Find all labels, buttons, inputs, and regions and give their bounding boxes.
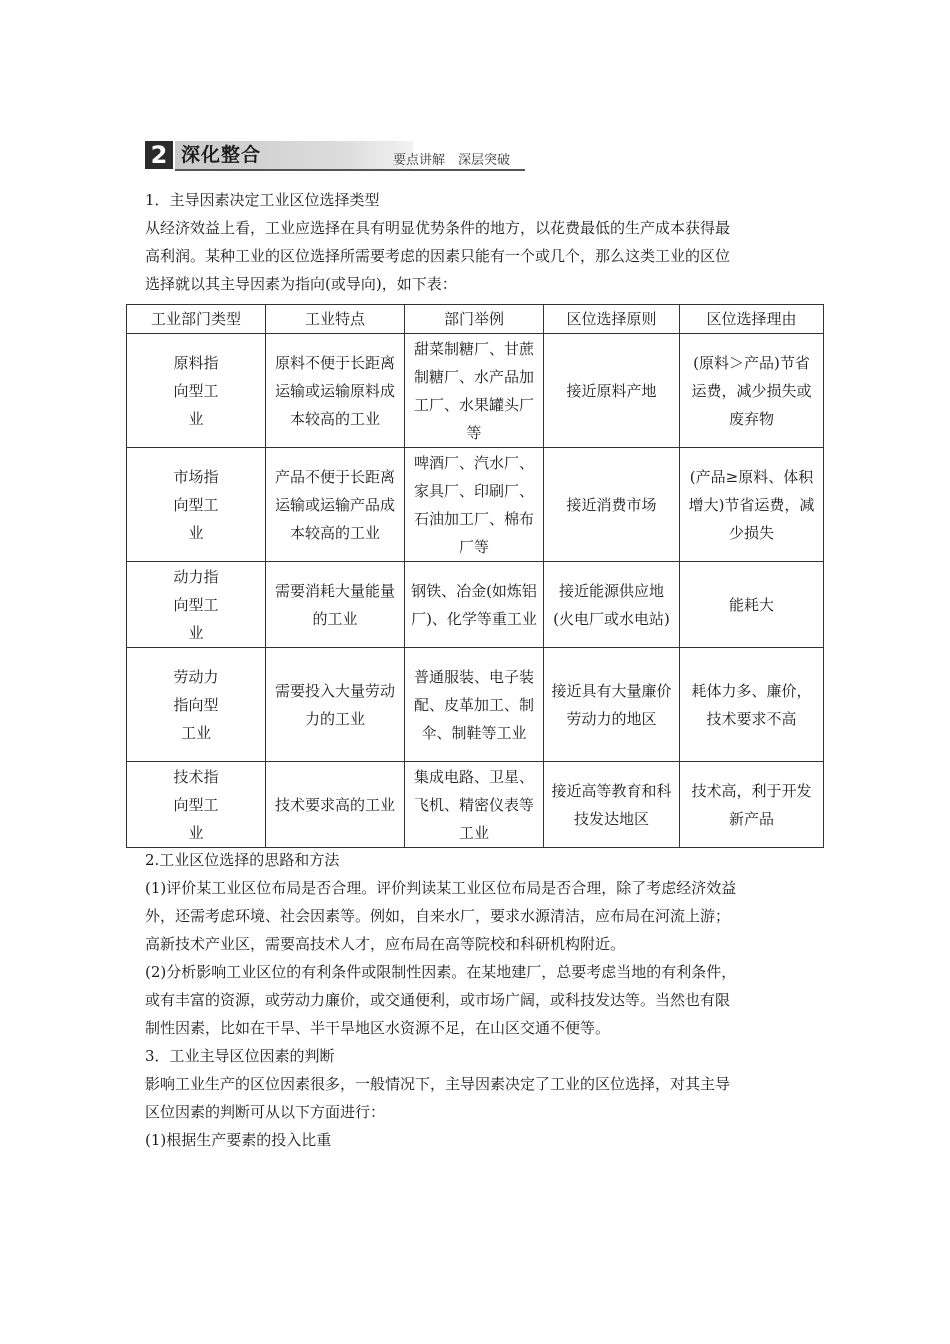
table-row (127, 648, 824, 762)
table-cell: 市场指向型工业 (173, 467, 219, 542)
section1-line-1: 从经济效益上看，工业应选择在具有明显优势条件的地方，以花费最低的生产成本获得最 (145, 219, 731, 237)
section2-line-1: (1)评价某工业区位布局是否合理。评价判读某工业区位布局是否合理，除了考虑经济效益 (145, 879, 737, 897)
table-header-cell: 区位选择原则 (544, 305, 680, 334)
table-cell: 原料指向型工业 (173, 353, 219, 428)
section2-line-5: 或有丰富的资源，或劳动力廉价，或交通便利，或市场广阔，或科技发达等。当然也有限 (145, 991, 731, 1009)
table-row (127, 762, 824, 848)
table-cell: (原料＞产品)节省运费，减少损失或废弃物 (691, 353, 812, 428)
section-subtitle: 要点讲解 深层突破 (393, 153, 511, 168)
section1-heading: 1．主导因素决定工业区位选择类型 (145, 191, 380, 209)
section-number: 2 (145, 141, 173, 169)
table-cell: 产品不便于长距离运输或运输产品成本较高的工业 (274, 467, 395, 542)
section2-line-2: 外，还需考虑环境、社会因素等。例如，自来水厂，要求水源清洁，应布局在河流上游； (145, 907, 731, 925)
table-cell: 技术指向型工业 (173, 767, 219, 842)
table-cell: 技术高，利于开发新产品 (691, 781, 812, 828)
table-row (127, 448, 824, 562)
table-header-row (127, 305, 824, 334)
table-header-cell: 工业部门类型 (127, 305, 266, 334)
table-cell: 集成电路、卫星、飞机、精密仪表等工业 (413, 767, 534, 842)
table-cell: 能耗大 (728, 595, 774, 614)
section3-line-2: 区位因素的判断可从以下方面进行： (145, 1103, 386, 1121)
section-header (145, 141, 525, 171)
section2-line-3: 高新技术产业区，需要高技术人才，应布局在高等院校和科研机构附近。 (145, 935, 626, 953)
table-cell: (产品≥原料、体积增大)节省运费，减少损失 (688, 467, 815, 542)
table-header-cell: 工业特点 (266, 305, 405, 334)
table-row (127, 562, 824, 648)
section1-line-2: 高利润。某种工业的区位选择所需要考虑的因素只能有一个或几个，那么这类工业的区位 (145, 247, 731, 265)
table-cell: 劳动力指向型工业 (173, 667, 219, 742)
table-cell: 甜菜制糖厂、甘蔗制糖厂、水产品加工厂、水果罐头厂等 (413, 339, 534, 442)
table-cell: 原料不便于长距离运输或运输原料成本较高的工业 (274, 353, 395, 428)
table-cell: 啤酒厂、汽水厂、家具厂、印刷厂、石油加工厂、棉布厂等 (413, 453, 534, 556)
table-cell: 普通服装、电子装配、皮革加工、制伞、制鞋等工业 (413, 667, 534, 742)
section2-heading: 2.工业区位选择的思路和方法 (145, 851, 340, 869)
section2-line-6: 制性因素，比如在干旱、半干旱地区水资源不足，在山区交通不便等。 (145, 1019, 611, 1037)
table-cell: 技术要求高的工业 (274, 795, 395, 814)
table-cell: 需要消耗大量能量的工业 (274, 581, 395, 628)
table-cell: 钢铁、冶金(如炼铝厂)、化学等重工业 (411, 581, 537, 628)
section1-line-3: 选择就以其主导因素为指向(或导向)，如下表： (145, 275, 457, 293)
table-header-cell: 部门举例 (405, 305, 544, 334)
section-title: 深化整合 (175, 141, 413, 169)
table-row (127, 334, 824, 448)
table-cell: 动力指向型工业 (173, 567, 219, 642)
table-cell: 接近原料产地 (566, 381, 657, 400)
table-cell: 接近能源供应地(火电厂或水电站) (553, 581, 670, 628)
table-cell: 接近高等教育和科技发达地区 (551, 781, 672, 828)
table-cell: 需要投入大量劳动力的工业 (274, 681, 395, 728)
table-cell: 接近具有大量廉价劳动力的地区 (551, 681, 672, 728)
table-header-cell: 区位选择理由 (680, 305, 824, 334)
section2-line-4: (2)分析影响工业区位的有利条件或限制性因素。在某地建厂，总要考虑当地的有利条件， (145, 963, 737, 981)
table-cell: 耗体力多、廉价，技术要求不高 (691, 681, 812, 728)
table-cell: 接近消费市场 (566, 495, 657, 514)
section3-heading: 3．工业主导区位因素的判断 (145, 1047, 335, 1065)
section3-line-3: (1)根据生产要素的投入比重 (145, 1131, 332, 1149)
header-underline (175, 169, 525, 171)
industry-location-table (126, 304, 824, 848)
section3-line-1: 影响工业生产的区位因素很多，一般情况下，主导因素决定了工业的区位选择，对其主导 (145, 1075, 731, 1093)
